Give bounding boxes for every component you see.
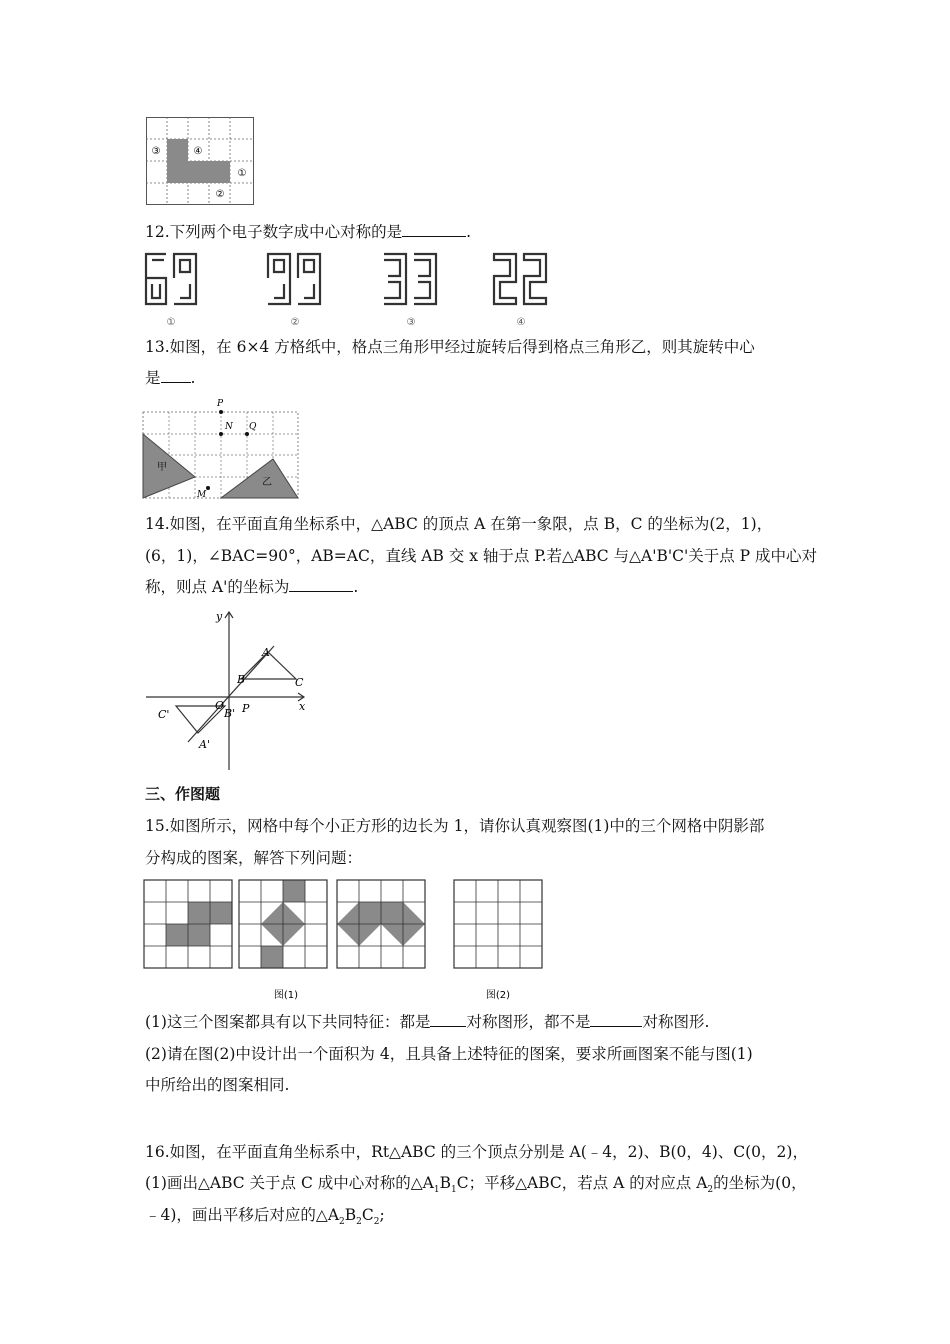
q15-line2: 分构成的图案，解答下列问题：	[145, 849, 363, 867]
q15-pattern-a	[144, 880, 232, 968]
q16-line1: 16.如图，在平面直角坐标系中，Rt△ABC 的三个顶点分别是 A(﹣4，2)、B(0，4)、C(0，2)，	[145, 1143, 808, 1161]
q13-grid-figure	[141, 396, 301, 502]
q13-point-p	[219, 410, 223, 414]
q12-label-2: ②	[290, 317, 300, 328]
q15-grid-figures	[142, 878, 550, 1002]
q14-label-b: B	[237, 673, 246, 686]
q15-sub1: (1)这三个图案都具有以下共同特征：都是 对称图形，都不是 对称图形.	[145, 1013, 710, 1031]
q12-answer-blank[interactable]	[402, 222, 466, 237]
q15-sub1-blank-1[interactable]	[430, 1012, 466, 1027]
q12-digits-69	[146, 254, 196, 304]
q11-label-1: ①	[237, 168, 247, 179]
q14-label-o: O	[215, 699, 225, 712]
q15-sub2-line1: (2)请在图(2)中设计出一个面积为 4，且具备上述特征的图案，要求所画图案不能与图(1)	[145, 1045, 753, 1063]
q11-grid-figure	[146, 117, 254, 205]
q12-label-3: ③	[406, 317, 416, 328]
q15-pattern-c	[337, 880, 425, 968]
q15-blank-grid	[454, 880, 542, 968]
q14-label-c: C	[295, 676, 304, 689]
q12-label-4: ④	[516, 317, 526, 328]
q13-point-n	[219, 432, 223, 436]
q12-label-1: ①	[166, 317, 176, 328]
q15-line1: 15.如图所示，网格中每个小正方形的边长为 1，请你认真观察图(1)中的三个网格中阴影部	[145, 817, 765, 835]
q14-line3: 称，则点 A'的坐标为 .	[145, 578, 359, 596]
q11-label-4: ④	[193, 146, 203, 157]
q14-label-b-prime: B'	[224, 707, 236, 720]
q11-label-3: ③	[151, 146, 161, 157]
q14-line2: (6，1)，∠BAC=90°，AB=AC，直线 AB 交 x 轴于点 P.若△ABC 与△A'B'C'关于点 P 成中心对	[145, 547, 818, 565]
q12-text: 12.下列两个电子数字成中心对称的是	[145, 223, 403, 241]
q13-label-n: N	[225, 422, 233, 432]
q13-label-jia: 甲	[157, 462, 167, 473]
q13-point-m	[206, 486, 210, 490]
q12-digit-figures	[140, 248, 570, 330]
q14-label-p: P	[242, 702, 250, 715]
q13-label-p: P	[217, 399, 224, 409]
q14-label-c-prime: C'	[158, 708, 170, 721]
q14-label-a: A	[262, 646, 270, 659]
q14-label-y: y	[216, 610, 223, 623]
q15-caption-1: 图(1)	[273, 990, 299, 1001]
section-3-heading: 三、作图题	[145, 785, 221, 803]
q14-label-x: x	[299, 700, 306, 713]
q12-digits-22	[494, 254, 546, 304]
q14-label-a-prime: A'	[199, 738, 210, 751]
q15-caption-2: 图(2)	[485, 990, 511, 1001]
q14-line1: 14.如图，在平面直角坐标系中，△ABC 的顶点 A 在第一象限，点 B，C 的坐标为(2，1)，	[145, 515, 773, 533]
q13-line1: 13.如图，在 6×4 方格纸中，格点三角形甲经过旋转后得到格点三角形乙，则其旋转中心	[145, 338, 755, 356]
q16-line2: (1)画出△ABC 关于点 C 成中心对称的$\triangle A_1B_1C$；平移△ABC，若点 A 的对应点 $A_2$的坐标为(0，	[145, 1174, 807, 1196]
q14-coordinate-figure	[144, 606, 314, 772]
q15-pattern-b	[239, 880, 327, 968]
q13-line2: 是 .	[145, 369, 196, 387]
q11-label-2: ②	[215, 189, 225, 200]
q13-label-yi: 乙	[262, 477, 272, 488]
q15-sub2-line2: 中所给出的图案相同.	[145, 1076, 290, 1094]
q13-answer-blank[interactable]	[161, 368, 191, 383]
q11-shade-row	[188, 161, 230, 183]
q13-point-q	[245, 432, 249, 436]
q15-sub1-blank-2[interactable]	[590, 1012, 642, 1027]
q14-answer-blank[interactable]	[289, 577, 353, 592]
q16-line3: ﹣4)，画出平移后对应的$\triangle A_2B_2C_2$;	[145, 1206, 385, 1228]
q13-label-m: M	[197, 490, 207, 500]
q12-digits-33	[384, 254, 436, 304]
q11-shade-col	[167, 139, 188, 183]
q12-digits-99	[268, 254, 320, 304]
q14-line-ab	[188, 646, 274, 742]
q12-question: 12.下列两个电子数字成中心对称的是 .	[145, 223, 472, 241]
q13-label-q: Q	[249, 422, 257, 432]
